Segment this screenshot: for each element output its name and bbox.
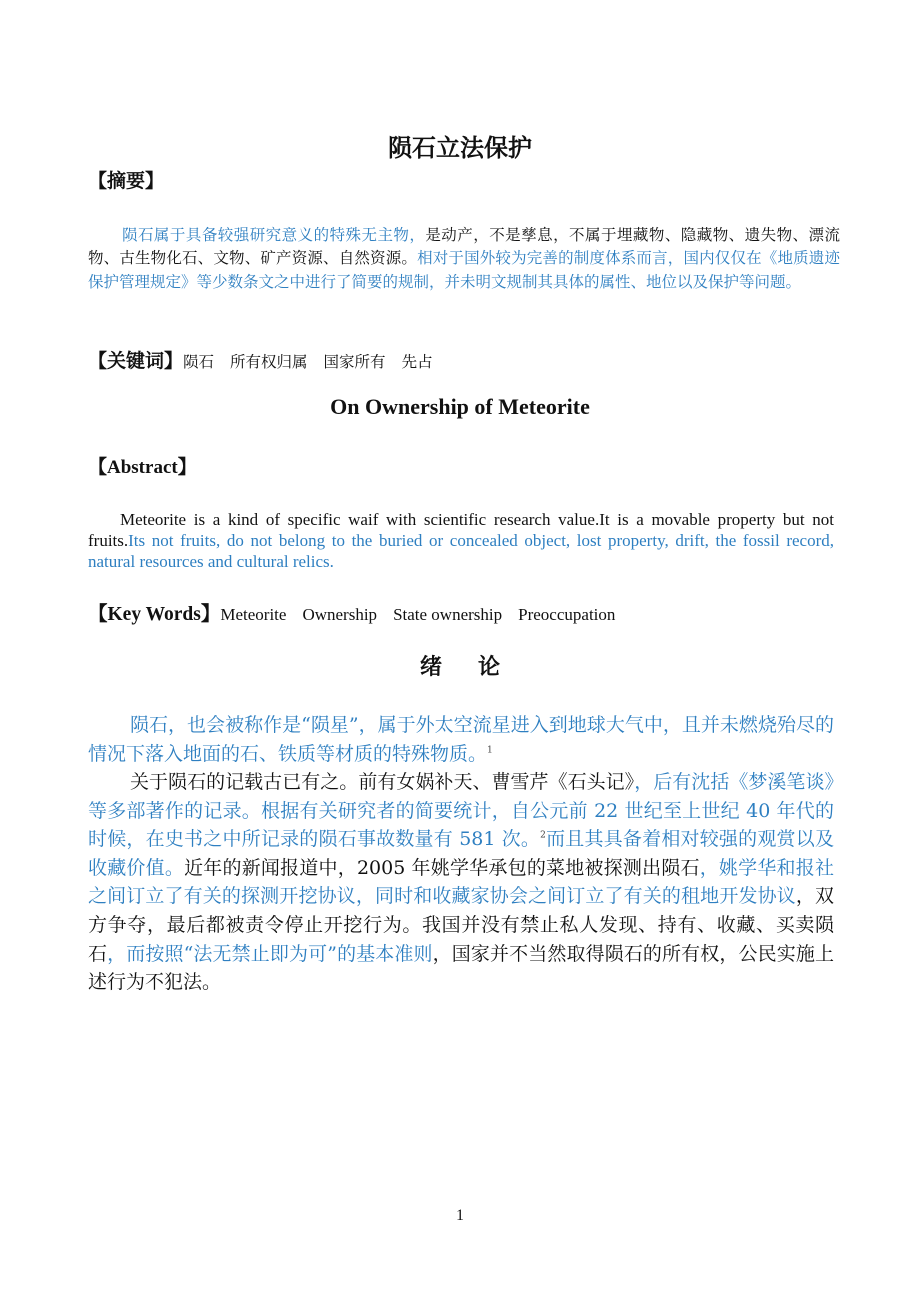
abstract-en-part2: Its not fruits, do not belong to the buried or concealed object, lost property, drift, the fossil record, natural resources and cultural relics. [88,531,834,571]
keywords-cn-label: 【关键词】 [88,350,184,372]
chinese-title: 陨石立法保护 [388,134,532,162]
intro-para2-s6: ，双方争夺，最后都被责令停止开挖行为。我国并没有禁止私人发现、持有、收藏、买卖陨石 [88,885,834,965]
intro-para1-text: 陨石，也会被称作是“陨星”，属于外太空流星进入到地球大气中，且并未燃烧殆尽的情况下落入地面的石、铁质等材质的特殊物质。 [88,714,834,765]
intro-paragraph-2 [88,768,834,997]
english-title: On Ownership of Meteorite [330,394,590,419]
footnote-marker: 2 [540,830,546,841]
intro-para2-s4: 近年的新闻报道中，2005 年姚学华承包的菜地被探测出陨石 [184,856,700,879]
intro-para2-s1: 关于陨石的记载古已有之。前有女娲补天、曹雪芹《石头记》 [130,771,635,793]
keyword-cn: 先占 [401,353,433,371]
keywords-en [88,598,631,626]
intro-para2-s8: ，国家并不当然取得陨石的所有权，公民实施上述行为不犯法。 [88,942,834,994]
abstract-cn [88,224,840,294]
keywords-en-label: 【Key Words】 [88,604,221,625]
keyword-en: Meteorite [220,605,287,624]
keyword-cn: 陨石 [183,353,215,371]
keyword-en: State ownership [393,605,503,624]
abstract-cn-part3: 相对于国外较为完善的制度体系而言，国内仅仅在《地质遗迹保护管理规定》等少数条文之中进行了简要的规制，并未明文规制其具体的属性、地位以及保护等问题。 [88,249,840,291]
intro-paragraph-1 [88,711,834,768]
keyword-cn: 所有权归属 [230,353,308,371]
keyword-en: Preoccupation [518,605,616,624]
abstract-cn-part2: 是动产，不是孳息，不属于埋藏物、隐藏物、遗失物、漂流物、古生物化石、文物、矿产资源、自然资源。 [88,226,840,268]
keyword-en: Ownership [302,605,378,624]
abstract-cn-part1: 陨石属于具备较强研究意义的特殊无主物， [122,226,426,244]
intro-para2-s2: ，后有沈括《梦溪笔谈》等多部著作的记录。根据有关研究者的简要统计，自公元前 22 世纪至上世纪 40 年代的时候，在史书之中所记录的陨石事故数量有 581 次。 [88,771,834,851]
section-title: 绪论 [419,655,536,680]
footnote-marker: 1 [487,745,493,756]
abstract-en-part1: Meteorite is a kind of specific waif with scientific research value.It is a movable property but not fruits. [88,510,834,550]
abstract-en [88,509,834,572]
page-number: 1 [456,1207,464,1224]
intro-para2-s3: 而且其具备着相对较强的观赏以及收藏价值。 [88,828,834,879]
keyword-cn: 国家所有 [323,353,386,371]
keywords-cn [88,346,449,373]
intro-para2-s7: ，而按照“法无禁止即为可”的基本准则 [107,942,433,965]
abstract-heading-en: 【Abstract】 [88,457,197,478]
intro-para2-s5: ，姚学华和报社之间订立了有关的探测开挖协议，同时和收藏家协会之间订立了有关的租地开发协议 [88,856,834,908]
abstract-heading-cn: 【摘要】 [88,170,165,192]
